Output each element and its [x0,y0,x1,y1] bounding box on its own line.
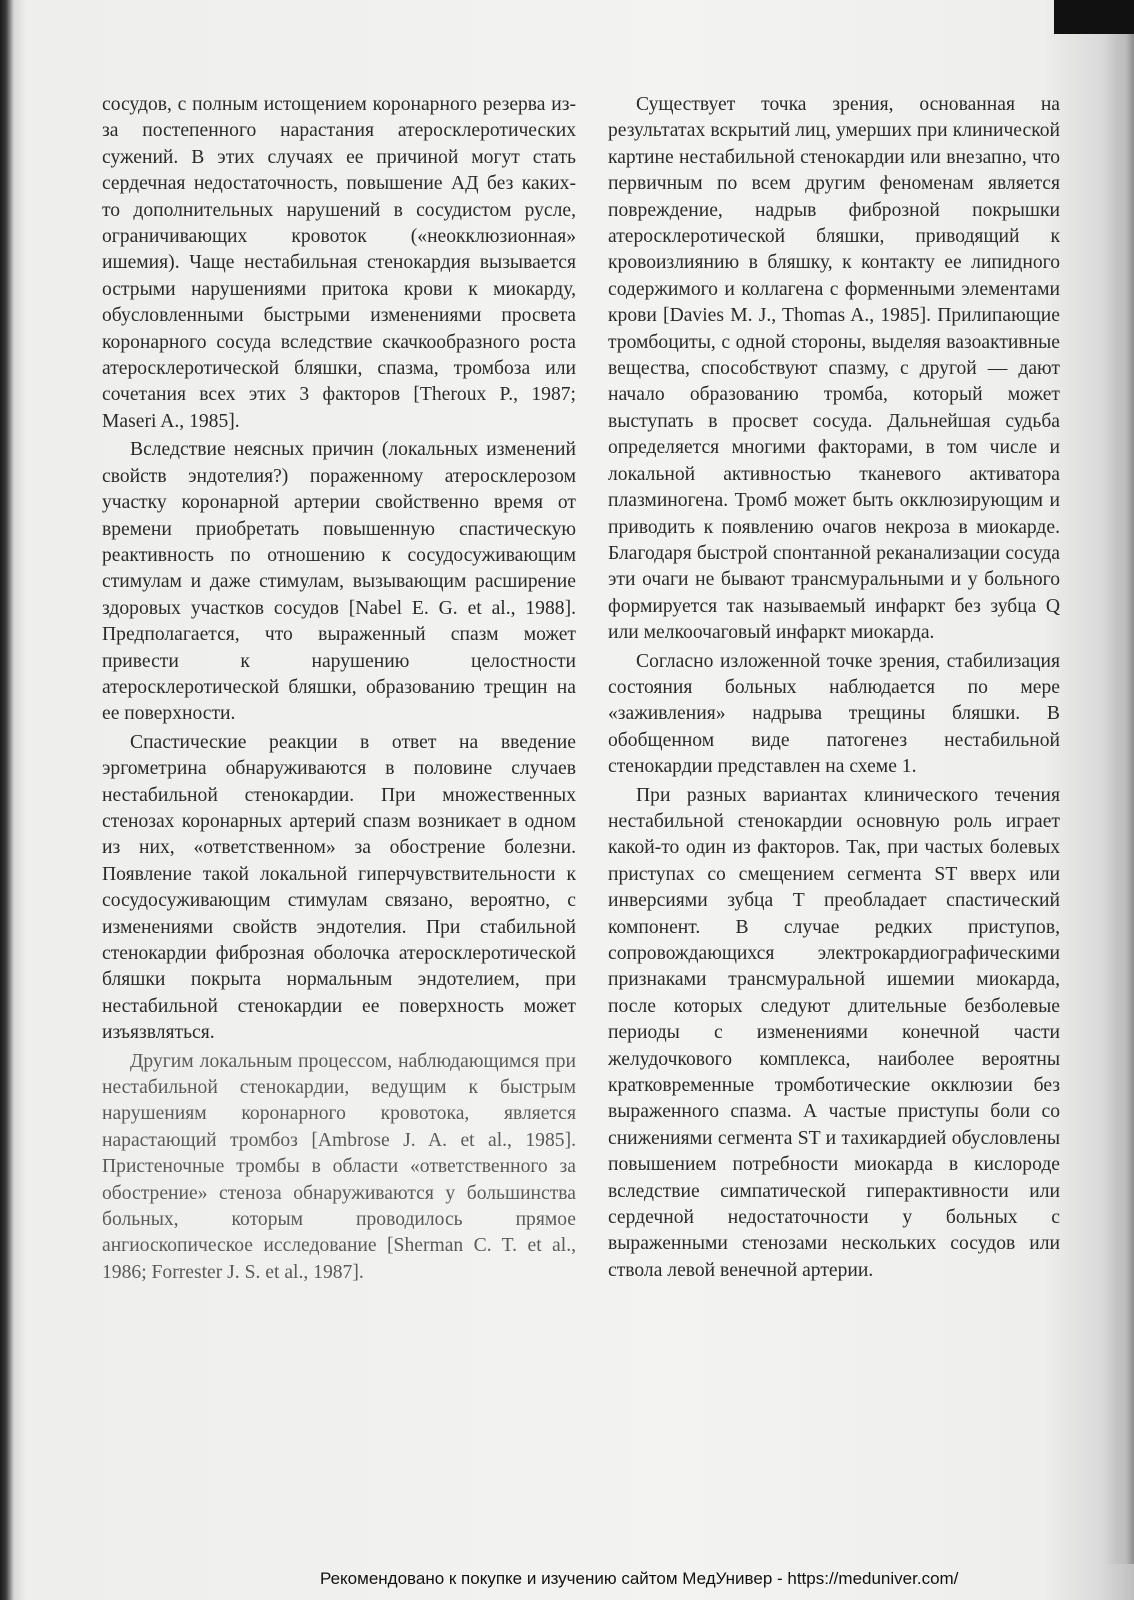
paragraph: сосудов, с полным истощением коронарного резерва из-за постепенного нарастания атеросклеротических сужений. В этих случаях ее причиной могут стать сердечная недостаточность, повышение АД без каких-то дополнительных нарушений в сосудистом русле, ограничивающих кровоток («неокклюзионная» ишемия). Чаще нестабильная стенокардия вызывается острыми нарушениями притока крови к миокарду, обусловленными быстрыми изменениями просвета коронарного сосуда вследствие скачкообразного роста атеросклеротической бляшки, спазма, тромбоза или сочетания всех этих 3 факторов [Theroux P., 1987; Maseri A., 1985]. [102,94,576,432]
paragraph: При разных вариантах клинического течения нестабильной стенокардии основную роль играет какой-то один из факторов. Так, при частых болевых приступах со смещением сегмента ST вверх или инверсиями зубца T преобладает спастический компонент. В случае редких приступов, сопровождающихся электрокардиографическими признаками трансмуральной ишемии миокарда, после которых следуют длительные безболевые периоды с изменениями конечной части желудочкового комплекса, наиболее вероятны кратковременные тромботические окклюзии без выраженного спазма. А частые приступы боли со снижениями сегмента ST и тахикардией обусловлены повышением потребности миокарда в кислороде вследствие симпатической гиперактивности или сердечной недостаточности у больных с выраженными стенозами нескольких сосудов или ствола левой венечной артерии. [608,784,1060,1281]
right-text-column [608,92,1060,1284]
footer-watermark-text: Рекомендовано к покупке и изучению сайтом МедУнивер - https://meduniver.com/ [320,1569,959,1588]
left-text-column [102,92,576,1286]
paragraph: Другим локальным процессом, наблюдающимся при нестабильной стенокардии, ведущим к быстрым нарушениям коронарного кровотока, является нарастающий тромбоз [Ambrose J. A. et al., 1985]. Пристеночные тромбы в области «ответственного за обострение» стеноза обнаруживаются у большинства больных, которым проводилось прямое ангиоскопическое исследование [Sherman C. T. et al., 1986; Forrester J. S. et al., 1987]. [102,1050,576,1283]
scan-corner-shadow [1054,0,1134,34]
paragraph: Спастические реакции в ответ на введение эргометрина обнаруживаются в половине случаев нестабильной стенокардии. При множественных стенозах коронарных артерий спазм возникает в одном из них, «ответственном» за обострение болезни. Появление такой локальной гиперчувствительности к сосудосуживающим стимулам связано, вероятно, с изменениями свойств эндотелия. При стабильной стенокардии фиброзная оболочка атеросклеротической бляшки покрыта нормальным эндотелием, при нестабильной стенокардии ее поверхность может изъязвляться. [102,731,576,1044]
paragraph: Существует точка зрения, основанная на результатах вскрытий лиц, умерших при клинической картине нестабильной стенокардии или внезапно, что первичным по всем другим феноменам является повреждение, надрыв фиброзной покрышки атеросклеротической бляшки, приводящий к кровоизлиянию в бляшку, к контакту ее липидного содержимого и коллагена с форменными элементами крови [Davies M. J., Thomas A., 1985]. Прилипающие тромбоциты, с одной стороны, выделяя вазоактивные вещества, способствуют спазму, с другой — дают начало образованию тромба, который может выступать в просвет сосуда. Дальнейшая судьба определяется многими факторами, в том числе и локальной активностью тканевого активатора плазминогена. Тромб может быть окклюзирующим и приводить к появлению очагов некроза в миокарде. Благодаря быстрой спонтанной реканализации сосуда эти очаги не бывают трансмуральными и у больного формируется так называемый инфаркт без зубца Q или мелкоочаговый инфаркт миокарда. [608,94,1060,644]
paragraph: Вследствие неясных причин (локальных изменений свойств эндотелия?) пораженному атеросклерозом участку коронарной артерии свойственно время от времени приобретать повышенную спастическую реактивность по отношению к сосудосуживающим стимулам и даже стимулам, вызывающим расширение здоровых участков сосудов [Nabel E. G. et al., 1988]. Предполагается, что выраженный спазм может привести к нарушению целостности атеросклеротической бляшки, образованию трещин на ее поверхности. [102,439,576,725]
scan-edge-shadow [1106,34,1134,1564]
paragraph: Согласно изложенной точке зрения, стабилизация состояния больных наблюдается по мере «заживления» надрыва трещины бляшки. В обобщенном виде патогенез нестабильной стенокардии представлен на схеме 1. [608,650,1060,778]
